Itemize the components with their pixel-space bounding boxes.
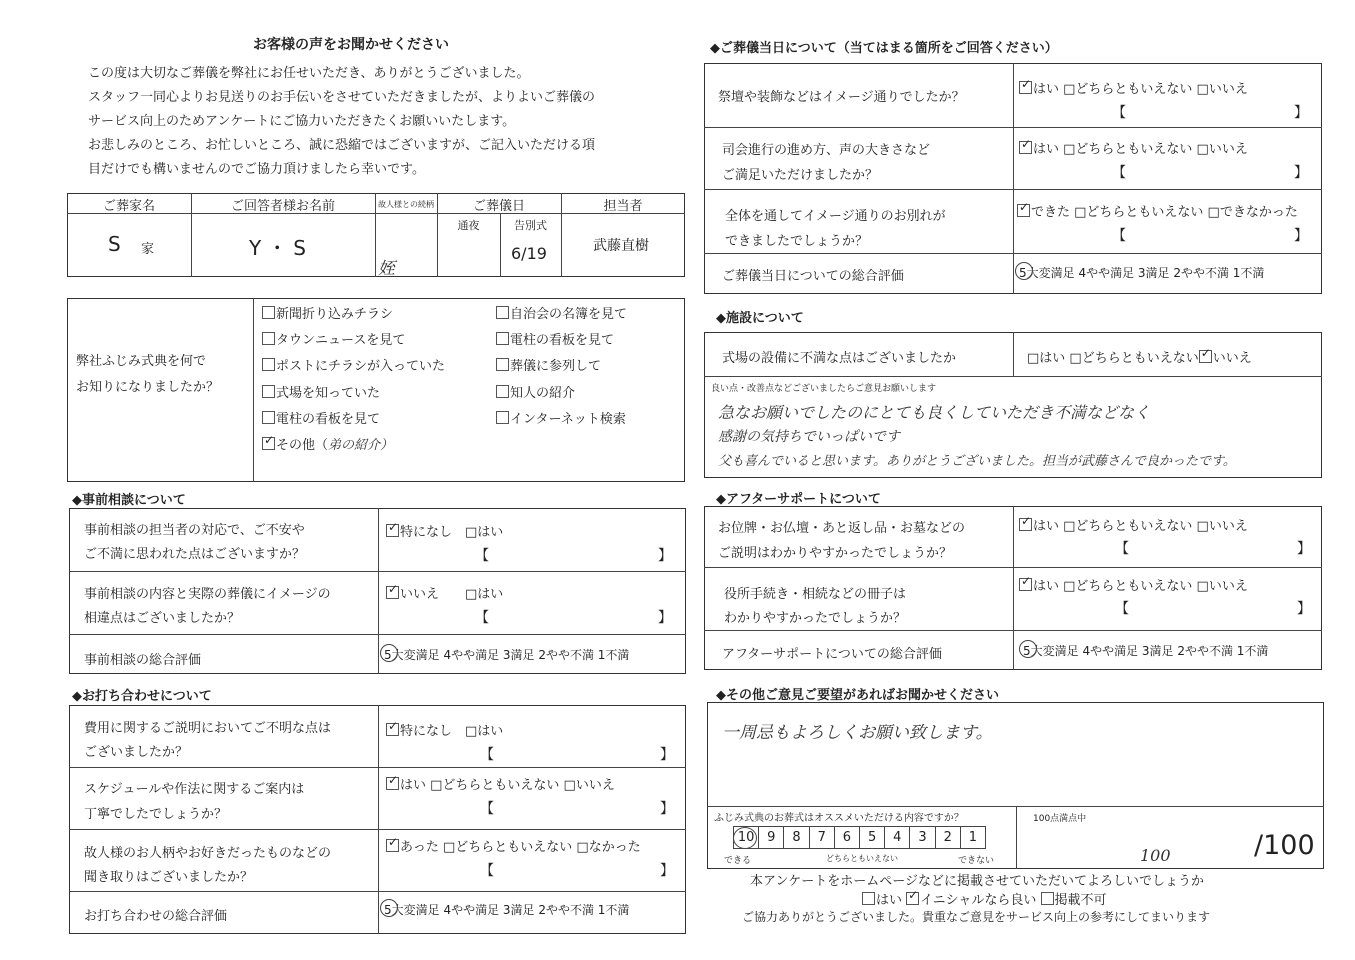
source-option-association[interactable]: 自治会の名簿を見て (496, 303, 627, 322)
bracket-close: 】 (1294, 105, 1308, 121)
bracket-open: 【 (475, 548, 489, 564)
respondent-name: Y・S (249, 236, 312, 260)
source-option-pole-2[interactable]: 電柱の看板を見て (496, 329, 614, 348)
funeral-q2-line1: 司会進行の進め方、声の大きさなど (722, 143, 931, 158)
meeting-q1-line2: ございましたか？ (84, 745, 189, 760)
checkbox-icon (262, 385, 275, 398)
source-option-attended[interactable]: 葬儀に参列して (496, 355, 601, 374)
scale-cell[interactable]: 6 (835, 827, 860, 848)
checked-checkbox-icon: ✓ (262, 437, 275, 450)
funeral-rating[interactable]: 5大変満足 4やや満足 3満足 2やや不満 1不満 (1019, 266, 1265, 280)
score-label: 100点満点中 (1033, 814, 1087, 824)
date-header: ご葬儀日 (472, 199, 525, 214)
family-suffix: 家 (141, 242, 155, 257)
meeting-rating[interactable]: 5大変満足 4やや満足 3満足 2やや不満 1不満 (384, 903, 630, 917)
meeting-q3-line1: 故人様のお人柄やお好きだったものなどの (84, 846, 332, 861)
bracket-close: 】 (660, 801, 674, 817)
after-q1-options[interactable]: ✓ はい □どちらともいえない □いいえ (1021, 514, 1248, 534)
checked-checkbox-icon: ✓ (386, 839, 399, 852)
bracket-close: 】 (660, 747, 674, 763)
publish-question: 本アンケートをホームページなどに掲載させていただいてよろしいでしょうか (750, 874, 1204, 889)
source-option-internet[interactable]: インターネット検索 (496, 408, 626, 427)
bracket-close: 】 (658, 548, 672, 564)
intro-line-5: 目だけでも構いませんのでご協力頂けましたら幸いです。 (88, 162, 425, 177)
meeting-q2-options[interactable]: ✓ はい □どちらともいえない □いいえ (388, 773, 615, 793)
kokubetsu-header: 告別式 (514, 219, 547, 232)
recommend-scale[interactable] (733, 826, 986, 849)
source-option-post[interactable]: ポストにチラシが入っていた (262, 355, 445, 374)
bracket-open: 【 (480, 863, 494, 879)
scale-cell[interactable]: 10 (734, 827, 759, 848)
consult-q1-line1: 事前相談の担当者の対応で、ご不安や (84, 523, 305, 538)
bracket-open: 【 (480, 801, 494, 817)
intro-line-3: サービス向上のためアンケートにご協力いただきたくお願いいたします。 (88, 114, 516, 129)
consult-q2-line2: 相違点はございましたか？ (84, 611, 241, 626)
scale-left-label: できる (724, 856, 752, 866)
after-q2-options[interactable]: ✓ はい □どちらともいえない □いいえ (1021, 574, 1248, 594)
meeting-q2-line2: 丁寧でしたでしょうか？ (84, 807, 228, 822)
other-heading: ◆その他ご意見ご要望があればお聞かせください (716, 688, 999, 703)
bracket-close: 】 (1297, 541, 1311, 557)
bracket-open: 【 (1112, 105, 1126, 121)
staff-name: 武藤直樹 (593, 238, 649, 254)
checkbox-icon (262, 332, 275, 345)
funeral-q3-line2: できましたでしょうか？ (725, 234, 869, 249)
checkbox-icon (862, 892, 875, 905)
rating-circle-icon (1019, 640, 1037, 658)
checked-checkbox-icon: ✓ (1019, 578, 1032, 591)
bracket-close: 】 (660, 863, 674, 879)
scale-cell[interactable]: 3 (910, 827, 935, 848)
source-question-1: 弊社ふじみ式典を何で (76, 354, 207, 369)
score-total: /100 (1254, 830, 1315, 861)
funeral-q1: 祭壇や装飾などはイメージ通りでしたか？ (718, 90, 965, 105)
name-header: ご回答者様お名前 (230, 199, 335, 214)
facility-heading: ◆施設について (716, 311, 804, 326)
scale-cell[interactable]: 4 (885, 827, 910, 848)
checked-checkbox-icon: ✓ (1019, 81, 1032, 94)
checkbox-icon (262, 358, 275, 371)
scale-cell[interactable]: 7 (810, 827, 835, 848)
checkbox-icon (262, 411, 275, 424)
checked-checkbox-icon: ✓ (386, 777, 399, 790)
meeting-q1-line1: 費用に関するご説明においてご不明な点は (84, 721, 332, 736)
facility-q1-options[interactable]: □はい □どちらともいえない ✓ いいえ (1027, 346, 1252, 366)
bracket-close: 】 (1294, 165, 1308, 181)
meeting-heading: ◆お打ち合わせについて (72, 689, 212, 704)
consult-rating[interactable]: 5大変満足 4やや満足 3満足 2やや不満 1不満 (384, 648, 630, 662)
checkbox-icon (496, 385, 509, 398)
after-q1-line2: ご説明はわかりやすかったでしょうか？ (718, 546, 953, 561)
checked-checkbox-icon: ✓ (906, 892, 919, 905)
consult-q3: 事前相談の総合評価 (84, 653, 202, 668)
checked-checkbox-icon: ✓ (386, 586, 399, 599)
score-handwriting: 100 (1140, 846, 1171, 865)
facility-handwriting-2: 感謝の気持ちでいっぱいです (718, 429, 900, 445)
family-initial: S (108, 232, 121, 256)
funeral-q3-line1: 全体を通してイメージ通りのお別れが (725, 209, 946, 224)
scale-selected-circle-icon (733, 827, 757, 849)
rating-circle-icon (380, 644, 398, 662)
meeting-q3-options[interactable]: ✓ あった □どちらともいえない □なかった (388, 835, 641, 855)
after-q2-line2: わかりやすかったでしょうか？ (724, 611, 907, 626)
bracket-open: 【 (475, 610, 489, 626)
source-option-newspaper[interactable]: 新聞折り込みチラシ (262, 303, 393, 322)
after-q2-line1: 役所手続き・相続などの冊子は (724, 587, 907, 602)
source-option-pole[interactable]: 電柱の看板を見て (262, 408, 380, 427)
facility-q1: 式場の設備に不満な点はございましたか (722, 351, 957, 366)
funeral-q4: ご葬儀当日についての総合評価 (722, 269, 904, 284)
after-heading: ◆アフターサポートについて (716, 492, 881, 507)
meeting-q1-options[interactable]: ✓ 特になし □はい (388, 719, 504, 739)
publish-options[interactable]: はい ✓ イニシャルなら良い 掲載不可 (862, 889, 1107, 908)
checkbox-icon (496, 332, 509, 345)
family-header: ご葬家名 (102, 199, 155, 214)
thanks-text: ご協力ありがとうございました。貴重なご意見をサービス向上の参考にしてまいります (742, 910, 1211, 924)
other-handwriting: 一周忌もよろしくお願い致します。 (722, 723, 993, 743)
page-title: お客様の声をお聞かせください (253, 37, 449, 53)
intro-line-1: この度は大切なご葬儀を弊社にお任せいただき、ありがとうございました。 (88, 66, 530, 81)
scale-mid-label: どちらともいえない (826, 854, 898, 863)
checkbox-icon (496, 411, 509, 424)
consult-q2-line1: 事前相談の内容と実際の葬儀にイメージの (84, 587, 331, 602)
after-rating[interactable]: 5大変満足 4やや満足 3満足 2やや不満 1不満 (1023, 644, 1269, 658)
checkbox-icon (496, 306, 509, 319)
facility-handwriting-3: 父も喜んでいると思います。ありがとうございました。担当が武藤さんで良かったです。 (718, 454, 1236, 469)
checked-checkbox-icon: ✓ (1019, 518, 1032, 531)
staff-header: 担当者 (603, 199, 643, 214)
facility-handwriting-1: 急なお願いでしたのにとても良くしていただき不満などなく (718, 403, 1151, 422)
bracket-close: 】 (658, 610, 672, 626)
funeral-q2-line2: ご満足いただけましたか？ (722, 168, 879, 183)
tsuya-header: 通夜 (457, 219, 480, 232)
consult-q1-line2: ご不満に思われた点はございますか？ (84, 547, 306, 562)
scale-cell[interactable]: 1 (968, 830, 978, 845)
checked-checkbox-icon: ✓ (386, 524, 399, 537)
kokubetsu-date: 6/19 (511, 244, 547, 263)
checked-checkbox-icon: ✓ (1019, 141, 1032, 154)
bracket-open: 【 (1112, 165, 1126, 181)
funeral-q3-options[interactable]: ✓ できた □どちらともいえない □できなかった (1019, 200, 1298, 220)
recommend-question: ふじみ式典のお葬式はオススメいただける内容ですか？ (714, 813, 964, 824)
checked-checkbox-icon: ✓ (1017, 204, 1030, 217)
scale-cell[interactable]: 5 (860, 827, 885, 848)
relation-value: 姪 (378, 259, 395, 279)
funeral-day-heading: ◆ご葬儀当日について（当てはまる箇所をご回答ください） (710, 41, 1058, 56)
source-option-hall[interactable]: 式場を知っていた (262, 382, 380, 401)
funeral-q2-options[interactable]: ✓ はい □どちらともいえない □いいえ (1021, 137, 1248, 157)
checkbox-icon (496, 358, 509, 371)
scale-cell[interactable]: 9 (759, 827, 784, 848)
checked-checkbox-icon: ✓ (386, 723, 399, 736)
bracket-open: 【 (1115, 601, 1129, 617)
checked-checkbox-icon: ✓ (1199, 350, 1212, 363)
facility-note-label: 良い点・改善点などございましたらご意見お願いします (711, 384, 937, 394)
consult-q2-options[interactable]: ✓ いいえ □はい (388, 582, 504, 602)
source-question-2: お知りになりましたか？ (76, 380, 220, 395)
bracket-close: 】 (1297, 601, 1311, 617)
funeral-q1-options[interactable]: ✓ はい □どちらともいえない □いいえ (1021, 77, 1248, 97)
intro-line-4: お悲しみのところ、お忙しいところ、誠に恐縮ではございますが、ご記入いただける項 (88, 138, 596, 153)
other-note: 弟の紹介） (328, 438, 394, 453)
source-option-referral[interactable]: 知人の紹介 (496, 382, 575, 401)
scale-cell[interactable]: 2 (936, 827, 961, 848)
after-q1-line1: お位牌・お仏壇・あと返し品・お墓などの (718, 521, 966, 536)
bracket-open: 【 (1115, 541, 1129, 557)
checkbox-icon (1041, 892, 1054, 905)
after-q3: アフターサポートについての総合評価 (722, 647, 942, 662)
intro-line-2: スタッフ一同心よりお見送りのお手伝いをさせていただきましたが、よりよいご葬儀の (88, 90, 596, 105)
checkbox-icon (262, 306, 275, 319)
scale-right-label: できない (958, 856, 995, 866)
bracket-open: 【 (480, 747, 494, 763)
rating-circle-icon (380, 899, 398, 917)
relation-header: 故人様との続柄 (378, 200, 434, 209)
meeting-q2-line1: スケジュールや作法に関するご案内は (84, 782, 305, 797)
scale-cell[interactable]: 8 (784, 827, 809, 848)
bracket-open: 【 (1112, 228, 1126, 244)
bracket-close: 】 (1294, 228, 1308, 244)
rating-circle-icon (1015, 262, 1033, 280)
source-option-other[interactable]: ✓ その他（弟の紹介） (264, 433, 394, 453)
consult-heading: ◆事前相談について (72, 493, 186, 508)
meeting-q3-line2: 聞き取りはございましたか？ (84, 870, 254, 885)
consult-q1-options[interactable]: ✓ 特になし □はい (388, 520, 504, 540)
meeting-q4: お打ち合わせの総合評価 (84, 909, 228, 924)
source-option-townnews[interactable]: タウンニュースを見て (262, 329, 405, 348)
